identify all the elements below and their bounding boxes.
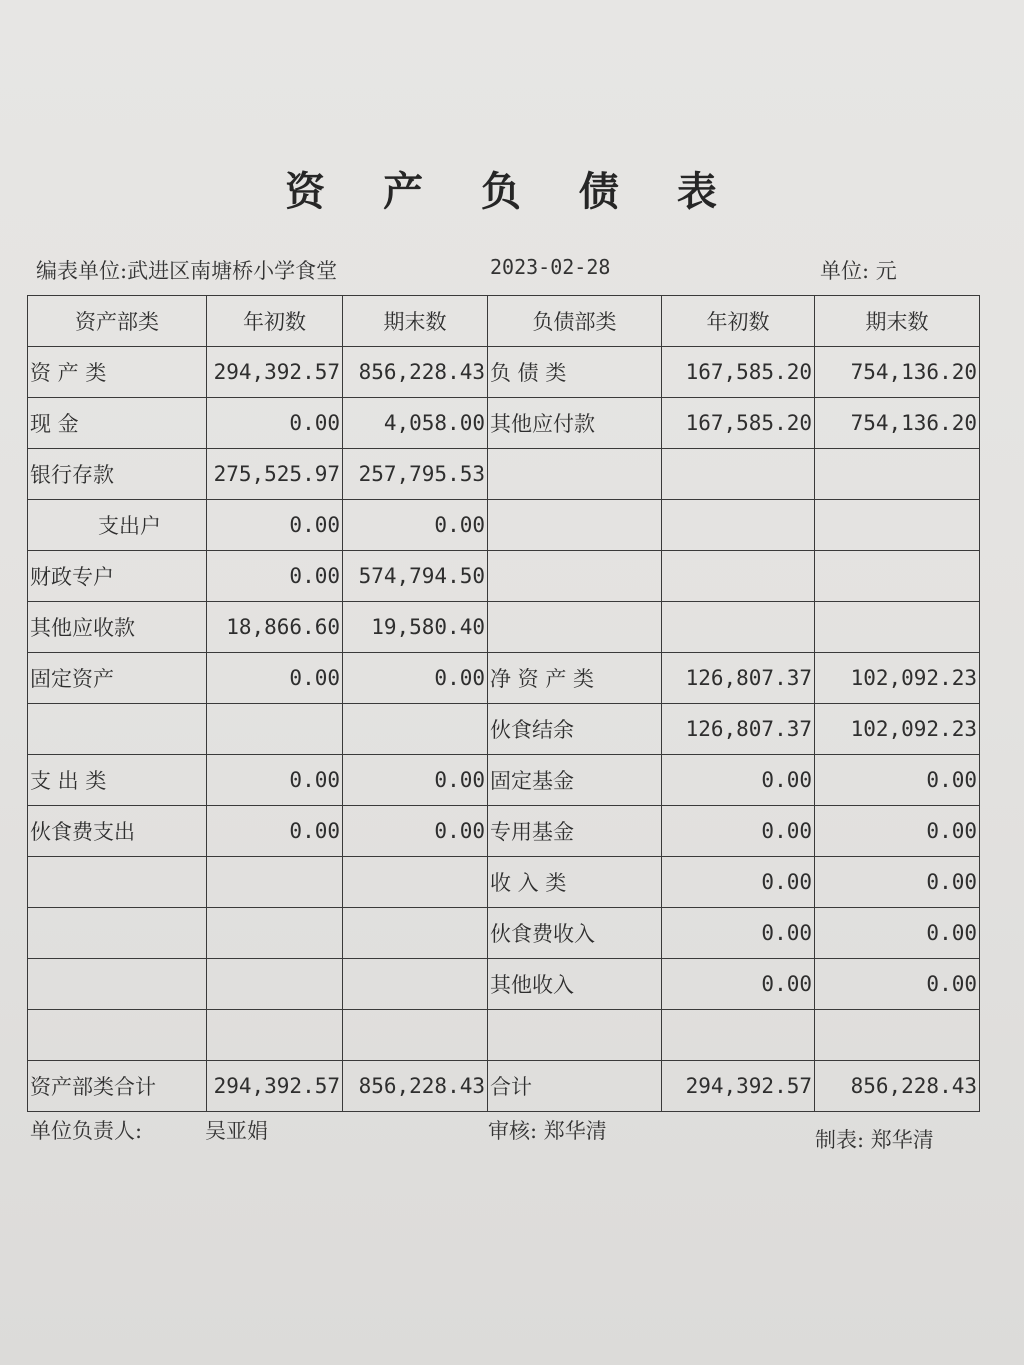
header-asset-opening: 年初数 [207,296,343,347]
cell-liability-closing: 0.00 [815,959,980,1010]
table-row [28,755,980,806]
table-row [28,806,980,857]
cell-liability-opening: 0.00 [662,806,815,857]
cell-asset-label: 资 产 类 [28,347,207,398]
cell-liability-opening [662,449,815,500]
responsible-name: 吴亚娟 [205,1119,268,1143]
cell-asset-label: 支 出 类 [28,755,207,806]
cell-asset-label [28,704,207,755]
cell-asset-label: 支出户 [28,500,207,551]
cell-liability-closing: 0.00 [815,908,980,959]
cell-liability-label: 其他收入 [488,959,662,1010]
cell-liability-label: 净 资 产 类 [488,653,662,704]
header-asset-category: 资产部类 [28,296,207,347]
cell-liability-closing [815,500,980,551]
cell-asset-opening: 18,866.60 [207,602,343,653]
cell-liability-closing: 0.00 [815,755,980,806]
cell-asset-label: 其他应收款 [28,602,207,653]
cell-liability-label: 收 入 类 [488,857,662,908]
cell-asset-closing: 0.00 [343,755,488,806]
cell-asset-closing [343,857,488,908]
cell-asset-closing: 0.00 [343,653,488,704]
table-row [28,551,980,602]
cell-liability-opening: 167,585.20 [662,398,815,449]
cell-liability-label [488,500,662,551]
cell-liability-opening: 0.00 [662,959,815,1010]
cell-asset-label [28,857,207,908]
responsible-label: 单位负责人: [30,1119,143,1143]
cell-asset-opening [207,704,343,755]
cell-asset-opening: 294,392.57 [207,347,343,398]
cell-liability-opening [662,602,815,653]
header-liability-category: 负债部类 [488,296,662,347]
cell-asset-total-label: 资产部类合计 [28,1061,207,1112]
cell-asset-closing: 4,058.00 [343,398,488,449]
cell-liability-label [488,449,662,500]
cell-asset-opening: 0.00 [207,398,343,449]
cell-liability-closing: 102,092.23 [815,704,980,755]
cell-asset-closing: 574,794.50 [343,551,488,602]
cell-asset-closing [343,704,488,755]
cell-asset-closing: 0.00 [343,806,488,857]
cell-asset-opening [207,857,343,908]
currency-unit: 单位: 元 [820,259,897,283]
cell-liability-opening [662,500,815,551]
table-row [28,959,980,1010]
cell-liability-opening: 126,807.37 [662,653,815,704]
table-row [28,704,980,755]
cell-asset-closing [343,1010,488,1061]
cell-liability-opening: 0.00 [662,908,815,959]
report-date: 2023-02-28 [490,255,611,279]
cell-liability-closing [815,449,980,500]
page-title: 资 产 负 债 表 [285,168,739,215]
table-row [28,857,980,908]
cell-liability-closing: 0.00 [815,857,980,908]
table-row [28,1010,980,1061]
organization-label: 编表单位:武进区南塘桥小学食堂 [36,259,338,283]
cell-asset-opening: 275,525.97 [207,449,343,500]
cell-asset-total-closing: 856,228.43 [343,1061,488,1112]
cell-liability-label: 负 债 类 [488,347,662,398]
cell-liability-closing: 754,136.20 [815,347,980,398]
cell-liability-label: 伙食结余 [488,704,662,755]
cell-asset-opening: 0.00 [207,653,343,704]
cell-liability-opening: 167,585.20 [662,347,815,398]
table-row [28,398,980,449]
cell-liability-closing [815,1010,980,1061]
cell-liability-closing: 0.00 [815,806,980,857]
table-row [28,908,980,959]
preparer-label: 制表: 郑华清 [815,1128,934,1152]
cell-asset-opening: 0.00 [207,500,343,551]
cell-asset-closing: 0.00 [343,500,488,551]
cell-liability-opening: 0.00 [662,857,815,908]
table-row [28,449,980,500]
table-total-row [28,1061,980,1112]
cell-asset-label: 固定资产 [28,653,207,704]
cell-liability-label [488,1010,662,1061]
header-liability-closing: 期末数 [815,296,980,347]
cell-liability-label: 其他应付款 [488,398,662,449]
cell-asset-closing [343,908,488,959]
cell-asset-label [28,1010,207,1061]
table-row [28,347,980,398]
cell-asset-closing: 257,795.53 [343,449,488,500]
cell-liability-opening [662,1010,815,1061]
cell-asset-total-opening: 294,392.57 [207,1061,343,1112]
table-row [28,653,980,704]
cell-asset-closing: 856,228.43 [343,347,488,398]
cell-asset-label: 财政专户 [28,551,207,602]
cell-liability-total-closing: 856,228.43 [815,1061,980,1112]
cell-liability-opening: 126,807.37 [662,704,815,755]
header-liability-opening: 年初数 [662,296,815,347]
cell-asset-opening: 0.00 [207,806,343,857]
cell-asset-opening [207,1010,343,1061]
table-row [28,500,980,551]
cell-liability-closing [815,602,980,653]
table-header-row [28,296,980,347]
reviewer-label: 审核: 郑华清 [488,1119,607,1143]
cell-liability-closing: 754,136.20 [815,398,980,449]
cell-asset-label [28,908,207,959]
cell-asset-closing: 19,580.40 [343,602,488,653]
cell-liability-label: 固定基金 [488,755,662,806]
cell-liability-label [488,602,662,653]
cell-asset-opening: 0.00 [207,551,343,602]
cell-asset-opening [207,908,343,959]
cell-asset-opening: 0.00 [207,755,343,806]
cell-liability-label [488,551,662,602]
cell-liability-total-opening: 294,392.57 [662,1061,815,1112]
cell-liability-total-label: 合计 [488,1061,662,1112]
table-row [28,602,980,653]
balance-sheet-table [27,295,980,1112]
cell-liability-opening: 0.00 [662,755,815,806]
cell-asset-closing [343,959,488,1010]
cell-asset-label [28,959,207,1010]
cell-liability-opening [662,551,815,602]
cell-liability-closing [815,551,980,602]
cell-liability-label: 专用基金 [488,806,662,857]
cell-liability-label: 伙食费收入 [488,908,662,959]
cell-asset-label: 伙食费支出 [28,806,207,857]
cell-asset-label: 现 金 [28,398,207,449]
cell-asset-label: 银行存款 [28,449,207,500]
header-asset-closing: 期末数 [343,296,488,347]
cell-liability-closing: 102,092.23 [815,653,980,704]
cell-asset-opening [207,959,343,1010]
